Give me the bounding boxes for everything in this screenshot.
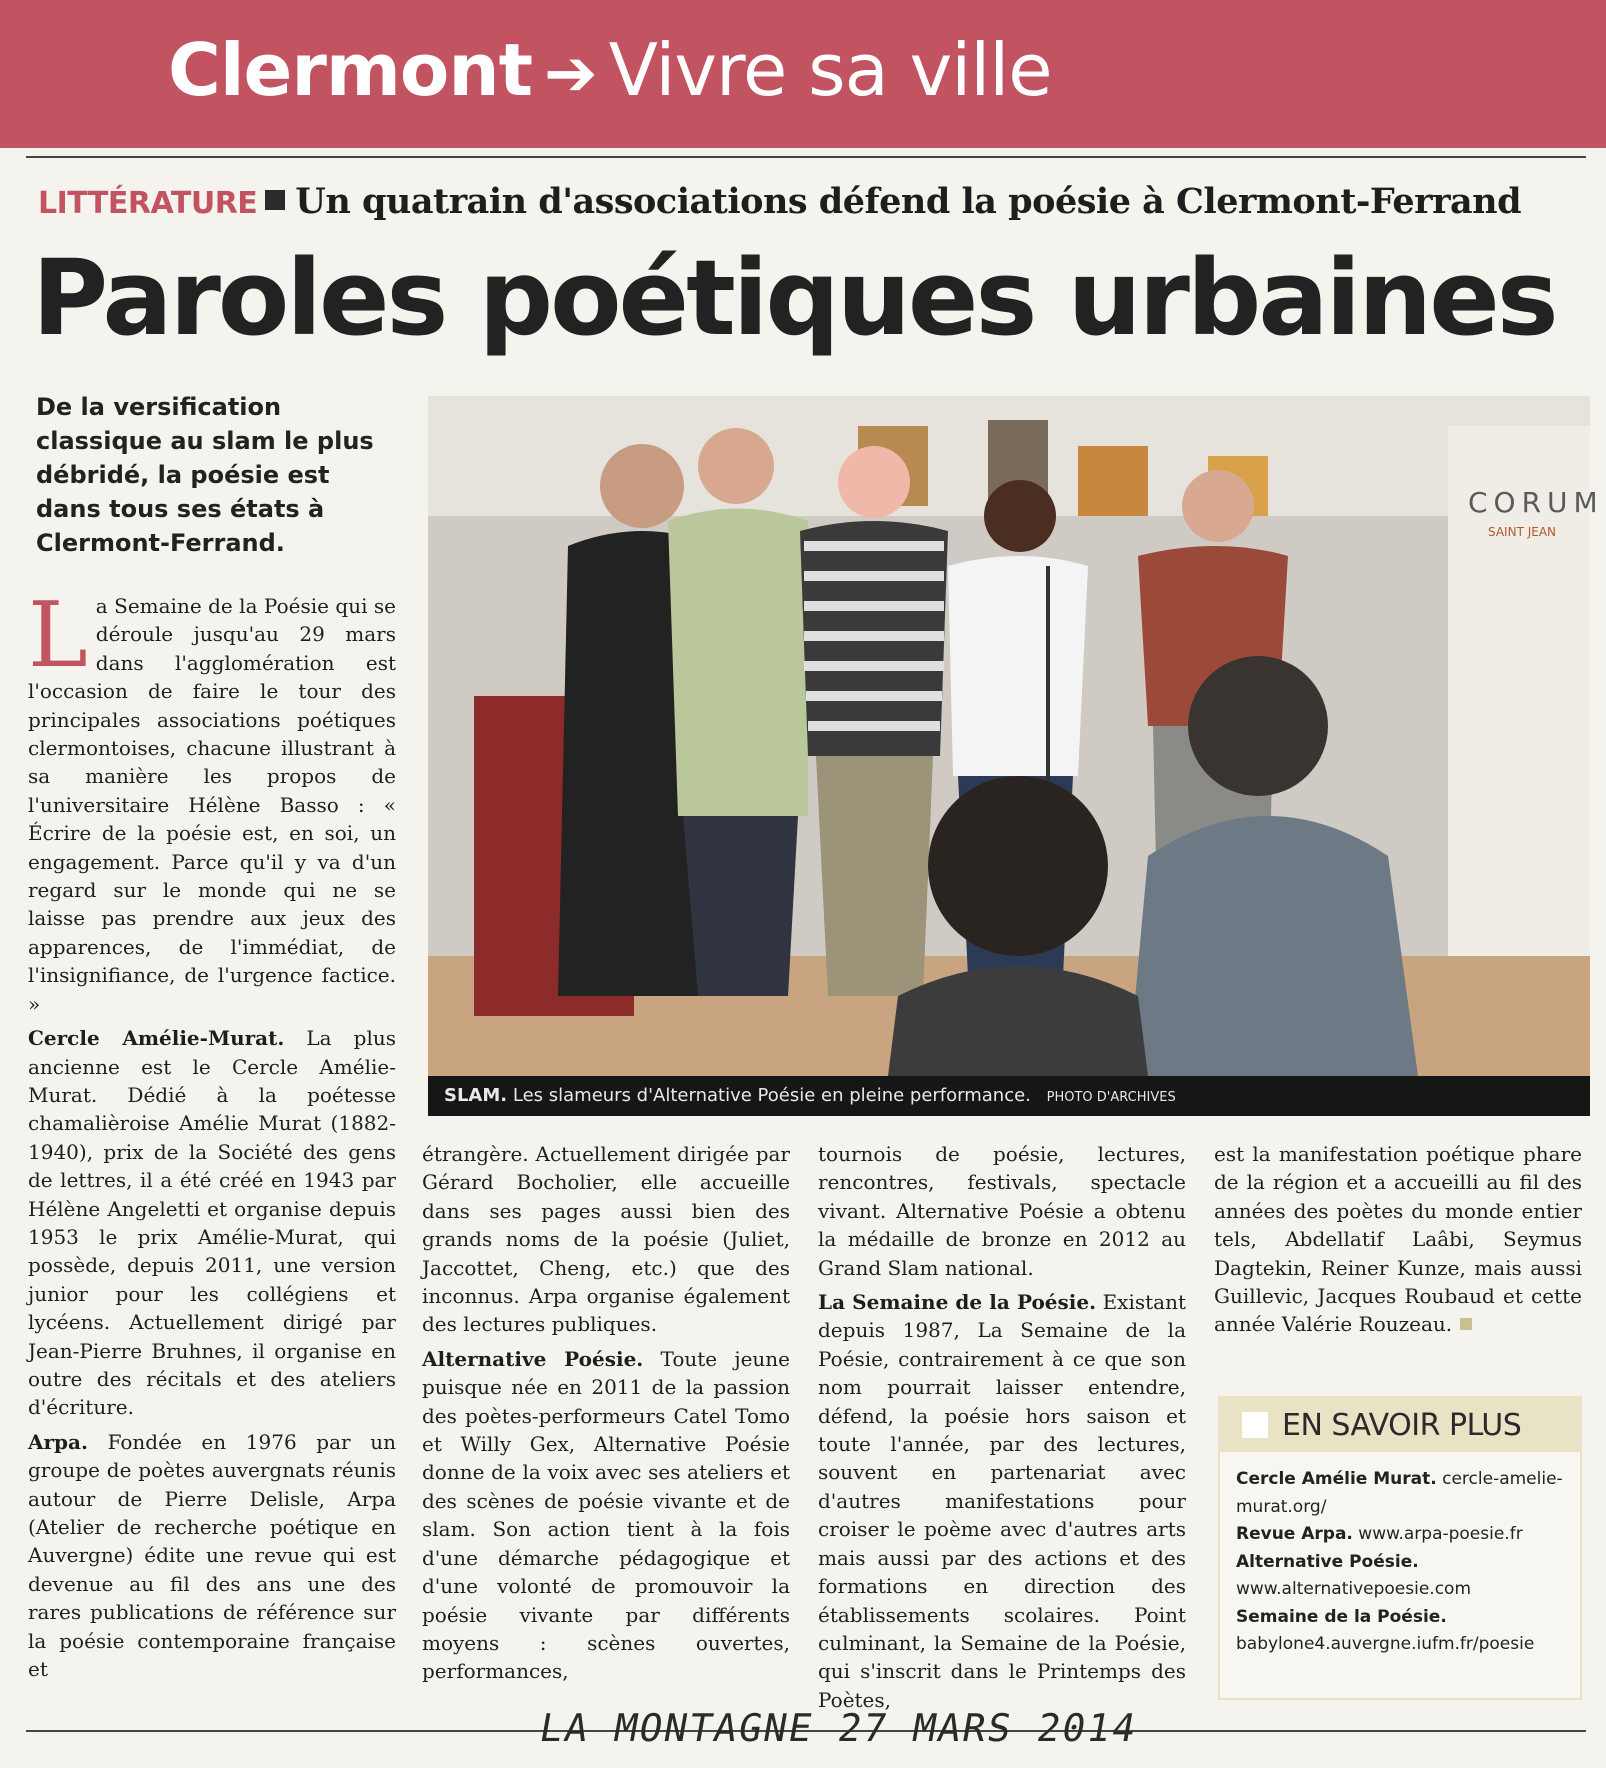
paragraph-text: La plus ancienne est le Cercle Amélie-Murat. Dédié à la poétesse chamalièroise Amélie Murat (1882-1940), prix de la Société des gens de lettres, il a été créé en 1943 par Hélène Angeletti et organise depuis 1953 le prix Amélie-Murat, qui possède, depuis 2011, une version junior pour les collégiens et lycéens. Actuellement dirigé par Jean-Pierre Bruhnes, il organise en outre des récitals et des ateliers d'écriture. bbox=[28, 1026, 396, 1420]
savoir-item-name: Semaine de la Poésie. bbox=[1236, 1606, 1447, 1627]
article-paragraph bbox=[422, 1345, 790, 1686]
savoir-item-name: Cercle Amélie Murat. bbox=[1236, 1469, 1437, 1489]
article-photo bbox=[428, 396, 1604, 1116]
arrow-right-icon: ➔ bbox=[544, 37, 597, 111]
article-column-3 bbox=[818, 1140, 1186, 1714]
slam-photo-illustration bbox=[428, 396, 1604, 1076]
article-paragraph bbox=[28, 583, 396, 1018]
photo-caption bbox=[428, 1076, 1590, 1116]
corum-sign: CORUM bbox=[1468, 486, 1604, 519]
rubric-label: LITTÉRATURE bbox=[38, 186, 258, 221]
savoir-item-name: Revue Arpa. bbox=[1236, 1524, 1353, 1544]
savoir-item-url[interactable]: www.arpa-poesie.fr bbox=[1352, 1524, 1523, 1544]
savoir-item bbox=[1236, 1466, 1572, 1521]
corum-sign-sub: SAINT JEAN bbox=[1488, 525, 1557, 539]
savoir-item-url[interactable]: cercle-amelie-murat.org/ bbox=[1236, 1469, 1563, 1517]
en-savoir-plus-box bbox=[1218, 1396, 1582, 1700]
drop-cap: L bbox=[28, 583, 88, 688]
article-paragraph: tournois de poésie, lectures, rencontres, festivals, spectacle vivant. Alternative Poésie a obtenu la médaille de bronze en 2012 au Grand Slam national. bbox=[818, 1142, 1186, 1280]
paragraph-lead: Alternative Poésie. bbox=[422, 1346, 644, 1371]
paragraph-lead: La Semaine de la Poésie. bbox=[818, 1290, 1097, 1315]
article-paragraph bbox=[28, 1024, 396, 1422]
end-mark-icon bbox=[1460, 1318, 1472, 1330]
article-paragraph bbox=[28, 1428, 396, 1684]
savoir-item bbox=[1236, 1549, 1572, 1604]
dek-line: Un quatrain d'associations défend la poésie à Clermont-Ferrand bbox=[295, 181, 1522, 222]
section-city: Clermont bbox=[168, 28, 533, 112]
article-column-2 bbox=[422, 1140, 790, 1686]
paragraph-lead: Arpa. bbox=[28, 1429, 88, 1454]
paragraph-lead: Cercle Amélie-Murat. bbox=[28, 1026, 285, 1051]
article-paragraph bbox=[1214, 1140, 1582, 1339]
section-name: Vivre sa ville bbox=[608, 28, 1052, 112]
savoir-item bbox=[1236, 1604, 1572, 1659]
paragraph-text: Toute jeune puisque née en 2011 de la passion des poètes-performeurs Catel Tomo et Willy Gex, Alternative Poésie donne de la voix avec ses ateliers et des scènes de poésie vivante et de slam. Son action tient à la fois d'une démarche pédagogique et d'une volonté de promouvoir la poésie vivante par différents moyens : scènes ouvertes, performances, bbox=[422, 1346, 791, 1684]
savoir-item bbox=[1236, 1521, 1572, 1549]
section-title bbox=[168, 28, 1052, 112]
kicker bbox=[38, 182, 1521, 224]
paragraph-text: est la manifestation poétique phare de la région et a accueilli au fil des années des poètes du monde entier tels, Abdellatif Laâbi, Seymus Dagtekin, Reiner Kunze, mais aussi Guillevic, Jacques Roubaud et cette année Valérie Rouzeau. bbox=[1214, 1142, 1582, 1337]
article-paragraph: étrangère. Actuellement dirigée par Gérard Bocholier, elle accueille dans ses pages aussi bien des grands noms de la poésie (Juliet, Jaccottet, Cheng, etc.) que des inconnus. Arpa organise également des lectures publiques. bbox=[422, 1142, 790, 1337]
handwritten-source-note: LA MONTAGNE 27 MARS 2014 bbox=[536, 1706, 1141, 1750]
headline: Paroles poétiques urbaines bbox=[32, 237, 1556, 359]
intro-paragraph: De la versification classique au slam le plus débridé, la poésie est dans tous ses états à Clermont-Ferrand. bbox=[36, 393, 374, 557]
article-paragraph bbox=[818, 1288, 1186, 1714]
savoir-list bbox=[1236, 1466, 1572, 1659]
savoir-item-url[interactable]: www.alternativepoesie.com bbox=[1236, 1579, 1472, 1599]
paragraph-text: Fondée en 1976 par un groupe de poètes auvergnats réunis autour de Pierre Delisle, Arpa (Atelier de recherche poétique en Auvergne) édite une revue qui est devenue au fil des ans une des rares publications de référence sur la poésie contemporaine française et bbox=[28, 1429, 396, 1682]
article-column-1 bbox=[28, 583, 396, 1683]
savoir-title: EN SAVOIR PLUS bbox=[1282, 1408, 1522, 1443]
savoir-item-name: Alternative Poésie. bbox=[1236, 1551, 1419, 1572]
article-column-4 bbox=[1214, 1140, 1582, 1339]
square-bullet-icon bbox=[1242, 1412, 1268, 1438]
savoir-header bbox=[1220, 1398, 1580, 1452]
savoir-item-url[interactable]: babylone4.auvergne.iufm.fr/poesie bbox=[1236, 1634, 1535, 1654]
paragraph-text: a Semaine de la Poésie qui se déroule jusqu'au 29 mars dans l'agglomération est l'occasion de faire le tour des principales associations poétiques clermontoises, chacune illustrant à sa manière les propos de l'universitaire Hélène Basso : « Écrire de la poésie est, en soi, un engagement. Parce qu'il y va d'un regard sur le monde qui ne se laisse pas prendre aux jeux des apparences, de l'immédiat, de l'insignifiance, de l'urgence factice. » bbox=[28, 594, 396, 1016]
square-bullet-icon bbox=[265, 190, 285, 210]
top-rule bbox=[26, 156, 1586, 158]
caption-credit: PHOTO D'ARCHIVES bbox=[1046, 1090, 1176, 1105]
caption-text: Les slameurs d'Alternative Poésie en pleine performance. bbox=[512, 1085, 1031, 1106]
section-banner bbox=[0, 0, 1606, 148]
caption-label: SLAM. bbox=[444, 1085, 508, 1106]
paragraph-text: Existant depuis 1987, La Semaine de la Poésie, contrairement à ce que son nom pourrait laisser entendre, défend, la poésie hors saison et toute l'année, par des lectures, souvent en partenariat avec d'autres manifestations pour croiser le poème avec d'autres arts mais aussi par des actions et des formations en direction des établissements scolaires. Point culminant, la Semaine de la Poésie, qui s'inscrit dans le Printemps des Poètes, bbox=[818, 1290, 1187, 1712]
